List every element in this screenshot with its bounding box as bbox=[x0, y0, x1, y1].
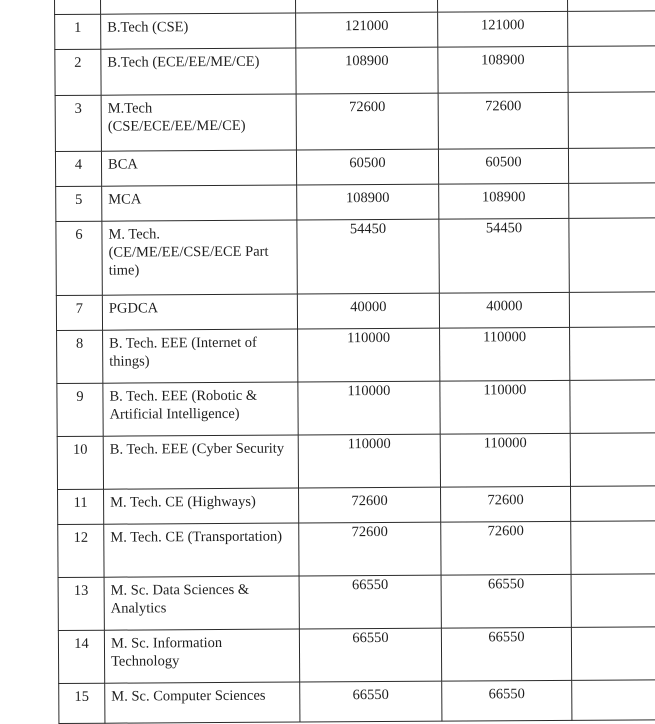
fee-value: 66550 bbox=[442, 680, 572, 721]
table-row bbox=[57, 327, 655, 384]
fee-value: 66550 bbox=[299, 575, 441, 629]
serial-number: 13 bbox=[58, 577, 104, 630]
course-name: BCA bbox=[101, 150, 296, 186]
course-name: B.Tech (CSE) bbox=[101, 13, 296, 49]
table-row bbox=[57, 433, 655, 490]
serial-number: 8 bbox=[57, 330, 103, 383]
fee-value: 54450 bbox=[297, 219, 439, 294]
fee-value: 54450 bbox=[439, 218, 569, 293]
serial-number: 4 bbox=[55, 151, 101, 186]
fee-value: 72600 bbox=[299, 487, 441, 523]
table-row bbox=[58, 486, 655, 525]
course-name: M. Sc. Computer Sciences bbox=[105, 682, 300, 723]
table-row bbox=[58, 627, 655, 684]
blank-cell bbox=[568, 46, 655, 93]
table-row bbox=[58, 521, 655, 578]
blank-cell bbox=[55, 0, 101, 14]
fee-value: 108900 bbox=[297, 184, 439, 220]
fee-value: 66550 bbox=[441, 574, 571, 628]
fee-value: 110000 bbox=[298, 434, 440, 488]
fee-table bbox=[54, 0, 655, 724]
blank-cell bbox=[101, 0, 296, 14]
table-row bbox=[57, 380, 655, 437]
fee-value: 121000 bbox=[296, 12, 438, 48]
course-name: PGDCA bbox=[102, 294, 297, 330]
course-name: B. Tech. EEE (Internet of things) bbox=[103, 329, 298, 383]
blank-cell bbox=[567, 0, 655, 11]
course-name: B. Tech. EEE (Robotic & Artificial Intelligence) bbox=[103, 382, 298, 436]
blank-cell bbox=[570, 380, 655, 434]
fee-value: 66550 bbox=[299, 628, 441, 682]
blank-cell bbox=[572, 680, 655, 721]
fee-value: 72600 bbox=[296, 93, 438, 150]
serial-number: 5 bbox=[56, 186, 102, 221]
blank-cell bbox=[568, 11, 655, 47]
blank-cell bbox=[569, 183, 655, 219]
fee-value: 121000 bbox=[438, 11, 568, 47]
blank-cell bbox=[571, 627, 655, 681]
table-row bbox=[58, 574, 655, 631]
fee-value: 60500 bbox=[296, 149, 438, 185]
table-row bbox=[59, 680, 655, 724]
course-name: M. Sc. Information Technology bbox=[104, 629, 299, 683]
serial-number: 2 bbox=[55, 49, 101, 95]
blank-cell bbox=[295, 0, 437, 13]
serial-number: 9 bbox=[57, 383, 103, 436]
table-row bbox=[55, 92, 655, 152]
serial-number: 1 bbox=[55, 14, 101, 49]
fee-value: 108900 bbox=[439, 183, 569, 219]
fee-value: 72600 bbox=[441, 521, 571, 575]
fee-value: 66550 bbox=[441, 627, 571, 681]
course-name: M. Tech. CE (Highways) bbox=[104, 488, 299, 524]
course-name: M.Tech (CSE/ECE/EE/ME/CE) bbox=[101, 94, 296, 151]
course-name: B. Tech. EEE (Cyber Security bbox=[103, 435, 298, 489]
course-name: MCA bbox=[102, 185, 297, 221]
fee-value: 72600 bbox=[441, 486, 571, 522]
course-name: M. Tech. (CE/ME/EE/CSE/ECE Part time) bbox=[102, 220, 297, 295]
table-row bbox=[56, 218, 655, 296]
fee-value: 108900 bbox=[438, 46, 568, 93]
serial-number: 10 bbox=[57, 436, 103, 489]
blank-cell bbox=[437, 0, 567, 12]
serial-number: 12 bbox=[58, 524, 104, 577]
course-name: B.Tech (ECE/EE/ME/CE) bbox=[101, 48, 296, 95]
fee-value: 66550 bbox=[300, 681, 442, 722]
table-row bbox=[56, 292, 655, 331]
fee-value: 110000 bbox=[298, 381, 440, 435]
table-row bbox=[55, 148, 655, 187]
serial-number: 3 bbox=[55, 95, 101, 151]
serial-number: 11 bbox=[58, 489, 104, 524]
serial-number: 6 bbox=[56, 221, 102, 295]
table-row bbox=[55, 46, 655, 96]
course-name: M. Sc. Data Sciences & Analytics bbox=[104, 576, 299, 630]
blank-cell bbox=[570, 327, 655, 381]
blank-cell bbox=[570, 433, 655, 487]
fee-value: 108900 bbox=[296, 47, 438, 94]
fee-value: 110000 bbox=[440, 327, 570, 381]
blank-cell bbox=[571, 574, 655, 628]
fee-value: 72600 bbox=[438, 92, 568, 149]
blank-cell bbox=[568, 148, 655, 184]
fee-value: 110000 bbox=[440, 380, 570, 434]
blank-cell bbox=[568, 92, 655, 149]
serial-number: 14 bbox=[58, 630, 104, 683]
table-row bbox=[55, 11, 655, 50]
table-row bbox=[56, 183, 655, 222]
fee-value: 60500 bbox=[438, 148, 568, 184]
blank-cell bbox=[569, 292, 655, 328]
fee-value: 110000 bbox=[440, 433, 570, 487]
blank-cell bbox=[571, 521, 655, 575]
blank-cell bbox=[569, 218, 655, 293]
course-name: M. Tech. CE (Transportation) bbox=[104, 523, 299, 577]
serial-number: 7 bbox=[56, 295, 102, 330]
serial-number: 15 bbox=[59, 683, 105, 723]
blank-cell bbox=[571, 486, 655, 522]
fee-value: 40000 bbox=[439, 292, 569, 328]
fee-value: 40000 bbox=[297, 293, 439, 329]
fee-value: 72600 bbox=[299, 522, 441, 576]
fee-value: 110000 bbox=[298, 328, 440, 382]
